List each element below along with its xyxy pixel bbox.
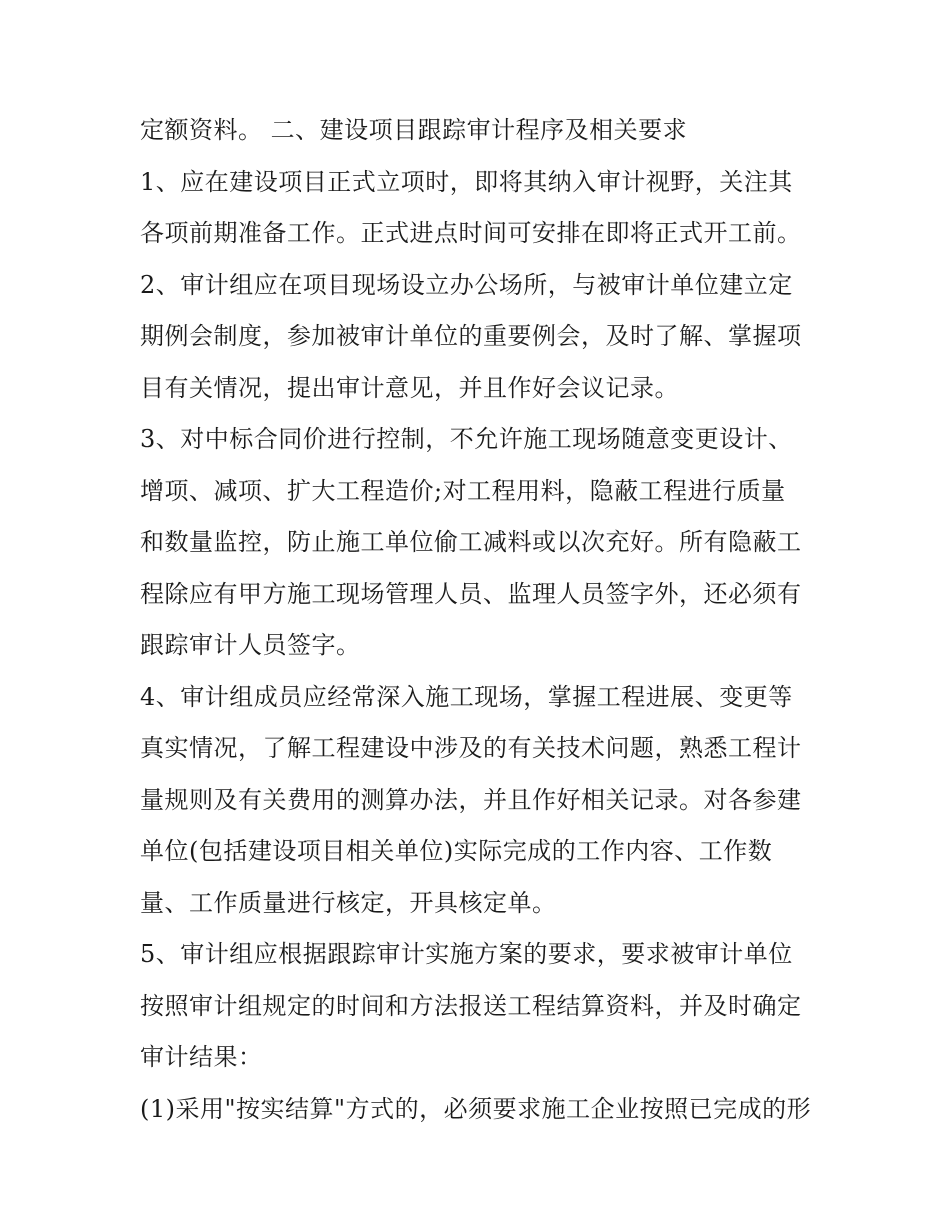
text-line: 增项、减项、扩大工程造价;对工程用料，隐蔽工程进行质量: [140, 476, 786, 505]
text-line: 和数量监控，防止施工单位偷工减料或以次充好。所有隐蔽工: [140, 528, 802, 556]
text-line: 量、工作质量进行核定，开具核定单。: [140, 888, 557, 917]
text-line: 2、审计组应在项目现场设立办公场所，与被审计单位建立定: [140, 270, 793, 299]
text-line: 单位(包括建设项目相关单位)实际完成的工作内容、工作数: [140, 837, 773, 865]
text-line: 量规则及有关费用的测算办法，并且作好相关记录。对各参建: [140, 785, 802, 814]
text-line: 跟踪审计人员签字。: [140, 631, 361, 659]
text-line: 3、对中标合同价进行控制，不允许施工现场随意变更设计、: [140, 425, 793, 453]
text-line: 各项前期准备工作。正式进点时间可安排在即将正式开工前。: [140, 219, 802, 247]
text-line: 真实情况，了解工程建设中涉及的有关技术问题，熟悉工程计: [140, 734, 802, 762]
text-line: 4、审计组成员应经常深入施工现场，掌握工程进展、变更等: [140, 682, 793, 711]
text-line: 定额资料。 二、建设项目跟踪审计程序及相关要求: [140, 116, 688, 144]
text-line: 目有关情况，提出审计意见，并且作好会议记录。: [140, 373, 679, 402]
text-line: 按照审计组规定的时间和方法报送工程结算资料，并及时确定: [140, 991, 802, 1020]
text-line: 5、审计组应根据跟踪审计实施方案的要求，要求被审计单位: [140, 940, 793, 968]
text-line: 程除应有甲方施工现场管理人员、监理人员签字外，还必须有: [140, 579, 802, 608]
text-line: 审计结果：: [140, 1043, 263, 1071]
text-line: (1)采用"按实结算"方式的，必须要求施工企业按照已完成的形: [140, 1094, 812, 1123]
text-line: 1、应在建设项目正式立项时，即将其纳入审计视野，关注其: [140, 167, 793, 196]
document-body: [140, 105, 830, 1135]
text-line: 期例会制度，参加被审计单位的重要例会，及时了解、掌握项: [140, 322, 802, 350]
